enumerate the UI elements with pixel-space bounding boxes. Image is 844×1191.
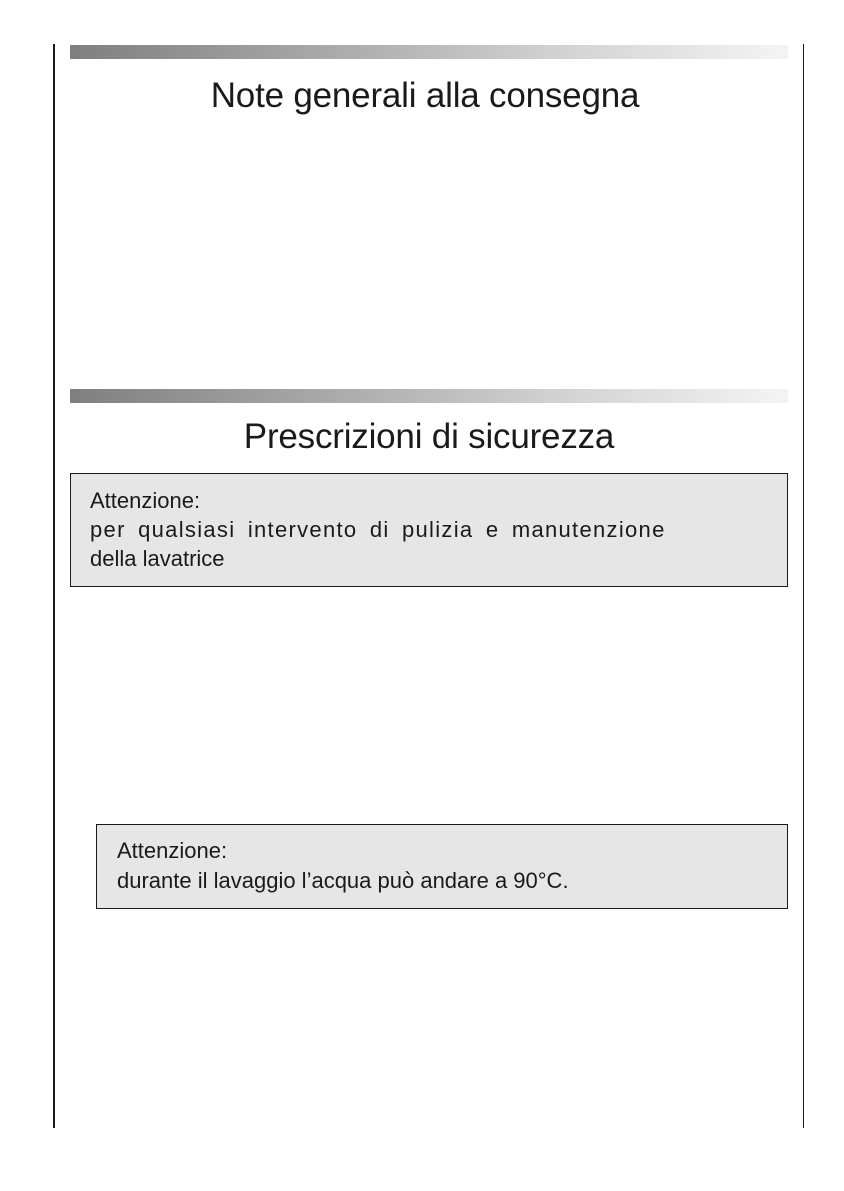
section-title-delivery-notes: Note generali alla consegna [210, 76, 640, 115]
warning-box-water-temperature [96, 824, 788, 909]
warning-text-line: per qualsiasi intervento di pulizia e manutenzione [90, 517, 666, 542]
warning-heading: Attenzione: [117, 838, 228, 863]
warning-text-line: della lavatrice [90, 546, 225, 571]
section-divider-bar [70, 389, 788, 403]
section-title-safety-rules: Prescrizioni di sicurezza [243, 417, 615, 456]
warning-text-line: durante il lavaggio l’acqua può andare a 90°C. [117, 868, 569, 893]
page-border-left [53, 44, 55, 1128]
section-divider-bar [70, 45, 788, 59]
warning-heading: Attenzione: [90, 488, 201, 513]
page-border-right [803, 44, 804, 1128]
warning-box-maintenance [70, 473, 788, 587]
